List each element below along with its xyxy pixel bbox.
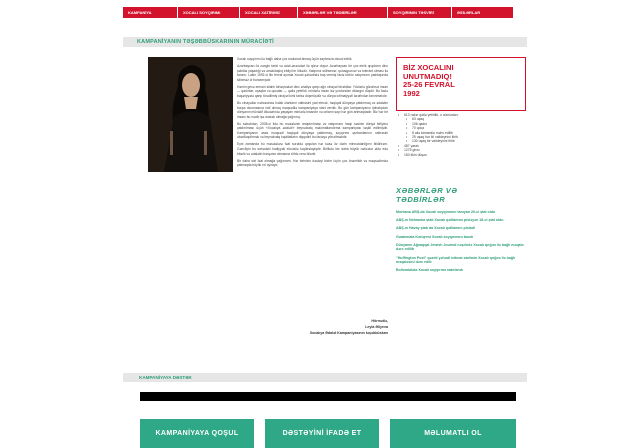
article-paragraph: Bir daha sizi fəal olmağa çağırıram. Hər birinizin dəstəyi bizim üçün çox önəmlidir və məqsədimizə çatmaqda böyük rol oynayır. <box>237 158 388 168</box>
fact-item: • 63 uşaq <box>398 117 524 121</box>
news-title-line: TƏDBİRLƏR <box>396 194 446 204</box>
page-title: KAMPANİYANIN TƏŞƏBBÜSKARININ MÜRACİƏTİ <box>137 39 274 45</box>
get-informed-button[interactable]: MƏLUMATLI OL <box>390 419 516 448</box>
nav-item-genocide[interactable]: XOCALI SOYQIRIMI <box>178 7 240 18</box>
article-paragraph: Bu səbəbdən, 2008-ci ildə bu məsələnin araşdırılması və xalqımızın haqlı səsinin dünya birliyinə çatdırılması üçün «Xocalıya ədalət!» beynəlxalq məlumatlandırma kampaniyası təşkil edilmişdir. Kampaniyanın əsas məqsədi həqiqəti dünyaya çatdırmaq, soyqırımı qurbanlarının xatirəsini əbədiləşdirmək və beynəlxalq təşkilatların diqqətini bu faciəyə yönəltməkdir. <box>237 121 388 140</box>
news-link[interactable]: "Huffington Post" qəzeti yəhudi ictimai xadimin Xocalı qırğını ilə bağlı məqaləsini dərc edib <box>396 255 516 265</box>
fact-item: • 1275 girov <box>398 148 524 152</box>
news-link[interactable]: Dünyanın Ağsaqqal Jewish Journal nəşrində Xocalı qırğını ilə bağlı məqalə dərc edilib <box>396 242 524 252</box>
support-section-bar <box>123 373 527 382</box>
express-support-button[interactable]: DƏSTƏYİNİ İFADƏ ET <box>265 419 379 448</box>
fact-item: • 613 nəfər qətlə yetirilib, o cümlədən: <box>398 113 524 117</box>
news-link[interactable]: Montana ABŞ-da Xocalı soyqırımını tanıyan 20-ci ştat oldu <box>396 210 496 214</box>
author-title: Xocalıya Ədalət Kampaniyasının təşəbbüskarı <box>309 331 388 335</box>
news-link[interactable]: ABŞ-ın Nebraska ştatı Xocalı qətliamını pisləyən 18-ci ştat oldu <box>396 218 504 223</box>
news-link[interactable]: Bolivarialıda Xocalı soyqırımı xatırlandı <box>396 268 463 273</box>
news-section-title <box>396 187 458 205</box>
remembrance-line: UNUTMADIQ! <box>403 71 452 81</box>
fact-item: • 70 qoca <box>398 126 524 130</box>
support-section-title: KAMPANİYAYA DƏSTƏK <box>139 375 192 380</box>
nav-item-news[interactable]: XƏBƏRLƏR VƏ TƏDBİRLƏR <box>298 7 388 18</box>
join-campaign-button[interactable]: KAMPANİYAYA QOŞUL <box>140 419 254 448</box>
fact-item: • 130 uşaq bir valideynini itirib <box>398 139 524 143</box>
article-paragraph: Eyni zamanda bu məsələlərə fəal surətdə qoşulan hər kəsə öz dərin minnətdarlığımı bildirirəm. Gəncliyin bu sahədəki fəaliyyəti xüsusilə təqdirəlayiqdir. Birlikdə biz daha böyük nəticələr əldə edə bilərik və ədalətin bərqərar olmasına töhfə verə bilərik. <box>237 142 388 156</box>
fact-item: • 106 qadın <box>398 122 524 126</box>
nav-item-memory[interactable]: XOCALI XATİRƏSİ <box>240 7 298 18</box>
facts-list <box>398 113 524 157</box>
top-navigation <box>123 7 514 18</box>
remembrance-line: 25-26 FEVRAL <box>403 80 455 90</box>
initiator-photo <box>148 57 233 172</box>
remembrance-box <box>396 57 526 111</box>
fact-item: • 487 yaralı <box>398 144 524 148</box>
fact-item: • 8 ailə tamamilə məhv edilib <box>398 131 524 135</box>
article-paragraph: Həmin gecə erməni silahlı birləşmələri dinc əhaliyə qarşı ağır cinayət törətdilər. Yüzlərlə günahsız insan — qadınlar, uşaqlar və qocalar — qətlə yetirildi, minlərlə insan isə yurdundan didərgin düşdü. Bu faciə bəşəriyyətə qarşı törədilmiş cinayət kimi tarixə düşmüşdür və dünya ictimaiyyəti tərəfindən tanınmalıdır. <box>237 84 388 98</box>
news-link[interactable]: ABŞ-ın Havay ştatı da Xocalı qətliamını pisladi <box>396 226 475 231</box>
article-paragraph: Xocalı soyqırımı ilə bağlı daha çox məlumat almaq üçün saytımıza dəvət edirik. <box>237 57 353 61</box>
news-list <box>396 210 526 277</box>
nav-item-depiction[interactable]: SOYQIRIMIN TƏSVİRİ <box>388 7 452 18</box>
signature-block <box>148 318 388 336</box>
dark-divider <box>140 392 516 401</box>
fact-item: • 25 uşaq hər iki valideynini itirib <box>398 135 524 139</box>
news-link[interactable]: Guatemala Konqresi Xocalı soyqırımını tanıdı <box>396 234 474 239</box>
nav-item-campaign[interactable]: KAMPANİYA <box>123 7 178 18</box>
article-paragraph: Azərbaycan öz zəngin tarixi və adət-ənənələri ilə qürur duyur. Azərbaycan bir çox etnik qrupların dinc şəkildə yaşadığı və əməkdaşlıq etdiyi bir ölkədir. Xalqımız sülhsevər, qonaqpərvər və tolerant olması ilə tanınır. Lakin 1992-ci ilin fevral ayında Xocalı şəhərində baş vermiş faciə bütün xalqımızın yaddaşında silinməz iz buraxmışdır. <box>237 63 388 82</box>
section-title-bar <box>123 37 527 47</box>
closing-text: Hörmətlə, <box>371 319 388 323</box>
remembrance-line: BİZ XOCALINI <box>403 63 454 72</box>
article-paragraph: Bu cinayətlər nəticəsində həlak olanların xatirəsini yad etmək, həqiqəti dünyaya çatdırmaq və ədalətin bərpa olunmasına nail olmaq məqsədilə kampaniyaya start verdik. Bu gün kampaniyanın iştirakçıları dünyanın müxtəlif ölkələrində yaşayan minlərlə insandır və onların sayı hər gün artmaqdadır. Biz hər bir insanı bu nəcib işə dəstək olmağa çağırırıq. <box>237 100 388 119</box>
remembrance-line: 1992 <box>403 88 420 98</box>
news-title-line: XƏBƏRLƏR VƏ <box>396 186 458 195</box>
portrait-illustration <box>148 57 233 172</box>
nav-item-resources[interactable]: ƏSİLƏRLAR <box>452 7 514 18</box>
author-name: Leyla Əliyeva <box>365 325 388 329</box>
fact-item: • 150 itkin düşən <box>398 153 524 157</box>
